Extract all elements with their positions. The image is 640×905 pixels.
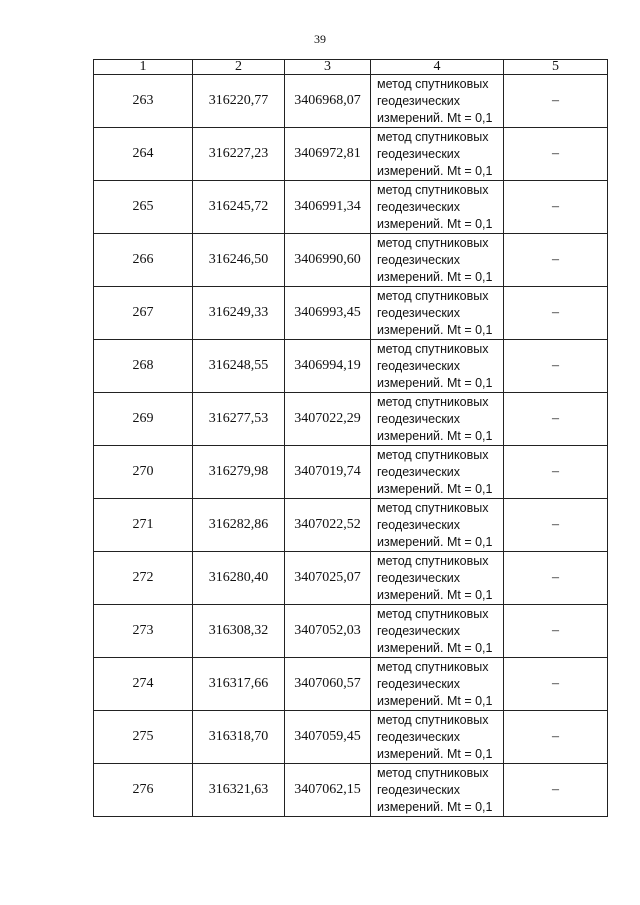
coordinates-table: [93, 59, 608, 817]
method-line: измерений. Mt = 0,1: [377, 428, 493, 443]
method-line: метод спутниковых: [377, 500, 489, 515]
method-cell: [371, 605, 504, 658]
table-row: [94, 340, 608, 393]
x-coordinate-cell: 316282,86: [193, 499, 285, 552]
method-line: измерений. Mt = 0,1: [377, 481, 493, 496]
note-cell: –: [504, 658, 608, 711]
table-row: [94, 393, 608, 446]
point-number-cell: 274: [94, 658, 193, 711]
method-line: измерений. Mt = 0,1: [377, 534, 493, 549]
x-coordinate-cell: 316227,23: [193, 128, 285, 181]
method-line: измерений. Mt = 0,1: [377, 163, 493, 178]
method-line: геодезических: [377, 464, 461, 479]
method-line: геодезических: [377, 676, 461, 691]
method-cell: [371, 393, 504, 446]
method-line: геодезических: [377, 146, 461, 161]
method-cell: [371, 499, 504, 552]
method-cell: [371, 340, 504, 393]
table-row: [94, 287, 608, 340]
y-coordinate-cell: 3406968,07: [285, 75, 371, 128]
method-line: метод спутниковых: [377, 76, 489, 91]
method-line: геодезических: [377, 252, 461, 267]
point-number-cell: 263: [94, 75, 193, 128]
table-header: [94, 60, 608, 75]
point-number-cell: 275: [94, 711, 193, 764]
method-line: геодезических: [377, 358, 461, 373]
point-number-cell: 270: [94, 446, 193, 499]
method-line: измерений. Mt = 0,1: [377, 322, 493, 337]
note-cell: –: [504, 234, 608, 287]
x-coordinate-cell: 316308,32: [193, 605, 285, 658]
method-cell: [371, 128, 504, 181]
y-coordinate-cell: 3407059,45: [285, 711, 371, 764]
y-coordinate-cell: 3407022,29: [285, 393, 371, 446]
method-line: метод спутниковых: [377, 288, 489, 303]
header-col-2: 2: [193, 60, 285, 75]
method-cell: [371, 181, 504, 234]
table-row: [94, 234, 608, 287]
note-cell: –: [504, 75, 608, 128]
x-coordinate-cell: 316317,66: [193, 658, 285, 711]
point-number-cell: 264: [94, 128, 193, 181]
point-number-cell: 268: [94, 340, 193, 393]
note-cell: –: [504, 711, 608, 764]
table-row: [94, 552, 608, 605]
note-cell: –: [504, 499, 608, 552]
method-line: метод спутниковых: [377, 394, 489, 409]
point-number-cell: 272: [94, 552, 193, 605]
y-coordinate-cell: 3406993,45: [285, 287, 371, 340]
table-row: [94, 711, 608, 764]
method-line: измерений. Mt = 0,1: [377, 799, 493, 814]
method-line: измерений. Mt = 0,1: [377, 746, 493, 761]
method-cell: [371, 658, 504, 711]
header-col-3: 3: [285, 60, 371, 75]
method-line: геодезических: [377, 570, 461, 585]
x-coordinate-cell: 316245,72: [193, 181, 285, 234]
x-coordinate-cell: 316318,70: [193, 711, 285, 764]
header-col-4: 4: [371, 60, 504, 75]
header-row: [94, 60, 608, 75]
method-cell: [371, 234, 504, 287]
y-coordinate-cell: 3406990,60: [285, 234, 371, 287]
table-row: [94, 658, 608, 711]
method-cell: [371, 287, 504, 340]
method-line: геодезических: [377, 93, 461, 108]
note-cell: –: [504, 287, 608, 340]
method-line: метод спутниковых: [377, 659, 489, 674]
note-cell: –: [504, 181, 608, 234]
point-number-cell: 273: [94, 605, 193, 658]
point-number-cell: 265: [94, 181, 193, 234]
method-line: геодезических: [377, 623, 461, 638]
note-cell: –: [504, 552, 608, 605]
header-col-1: 1: [94, 60, 193, 75]
header-col-5: 5: [504, 60, 608, 75]
x-coordinate-cell: 316321,63: [193, 764, 285, 817]
note-cell: –: [504, 605, 608, 658]
method-cell: [371, 711, 504, 764]
y-coordinate-cell: 3407025,07: [285, 552, 371, 605]
method-line: геодезических: [377, 305, 461, 320]
x-coordinate-cell: 316220,77: [193, 75, 285, 128]
page-number: 39: [314, 32, 326, 46]
table-row: [94, 605, 608, 658]
x-coordinate-cell: 316249,33: [193, 287, 285, 340]
method-line: метод спутниковых: [377, 765, 489, 780]
method-line: метод спутниковых: [377, 606, 489, 621]
table-row: [94, 764, 608, 817]
note-cell: –: [504, 446, 608, 499]
x-coordinate-cell: 316280,40: [193, 552, 285, 605]
point-number-cell: 276: [94, 764, 193, 817]
method-cell: [371, 446, 504, 499]
table-row: [94, 75, 608, 128]
y-coordinate-cell: 3406994,19: [285, 340, 371, 393]
y-coordinate-cell: 3406972,81: [285, 128, 371, 181]
table-row: [94, 446, 608, 499]
note-cell: –: [504, 764, 608, 817]
point-number-cell: 267: [94, 287, 193, 340]
method-line: измерений. Mt = 0,1: [377, 216, 493, 231]
method-line: геодезических: [377, 199, 461, 214]
note-cell: –: [504, 128, 608, 181]
y-coordinate-cell: 3407052,03: [285, 605, 371, 658]
method-cell: [371, 764, 504, 817]
method-cell: [371, 552, 504, 605]
method-line: метод спутниковых: [377, 341, 489, 356]
method-line: метод спутниковых: [377, 235, 489, 250]
method-line: метод спутниковых: [377, 712, 489, 727]
method-line: метод спутниковых: [377, 182, 489, 197]
method-line: метод спутниковых: [377, 129, 489, 144]
table-body: [94, 75, 608, 817]
x-coordinate-cell: 316279,98: [193, 446, 285, 499]
method-line: метод спутниковых: [377, 553, 489, 568]
table-row: [94, 181, 608, 234]
method-line: измерений. Mt = 0,1: [377, 640, 493, 655]
y-coordinate-cell: 3407060,57: [285, 658, 371, 711]
table-row: [94, 128, 608, 181]
y-coordinate-cell: 3406991,34: [285, 181, 371, 234]
x-coordinate-cell: 316248,55: [193, 340, 285, 393]
x-coordinate-cell: 316277,53: [193, 393, 285, 446]
point-number-cell: 266: [94, 234, 193, 287]
x-coordinate-cell: 316246,50: [193, 234, 285, 287]
method-line: измерений. Mt = 0,1: [377, 375, 493, 390]
table-row: [94, 499, 608, 552]
point-number-cell: 269: [94, 393, 193, 446]
method-line: измерений. Mt = 0,1: [377, 110, 493, 125]
method-line: измерений. Mt = 0,1: [377, 587, 493, 602]
y-coordinate-cell: 3407019,74: [285, 446, 371, 499]
note-cell: –: [504, 340, 608, 393]
method-cell: [371, 75, 504, 128]
point-number-cell: 271: [94, 499, 193, 552]
method-line: измерений. Mt = 0,1: [377, 693, 493, 708]
note-cell: –: [504, 393, 608, 446]
method-line: геодезических: [377, 411, 461, 426]
y-coordinate-cell: 3407062,15: [285, 764, 371, 817]
method-line: геодезических: [377, 782, 461, 797]
method-line: геодезических: [377, 729, 461, 744]
y-coordinate-cell: 3407022,52: [285, 499, 371, 552]
method-line: геодезических: [377, 517, 461, 532]
method-line: измерений. Mt = 0,1: [377, 269, 493, 284]
method-line: метод спутниковых: [377, 447, 489, 462]
